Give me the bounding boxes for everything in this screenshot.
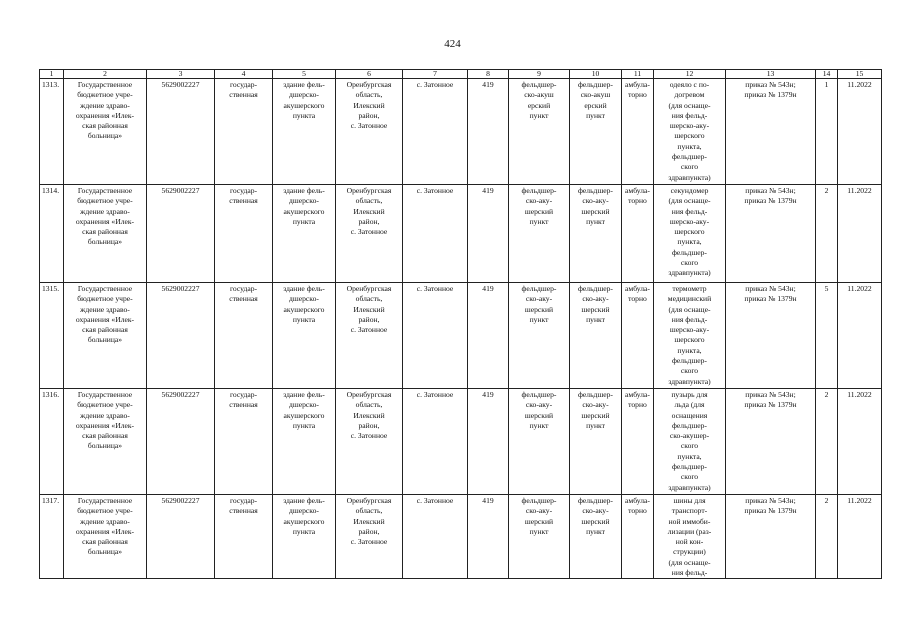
cell-line: фельдшер- xyxy=(578,186,613,195)
cell-line: бюджетное учре- xyxy=(77,506,133,516)
cell-line: ния фельд- xyxy=(671,110,708,120)
quantity-cell: 2 xyxy=(816,185,838,283)
cell-line: ждение здраво- xyxy=(80,410,130,420)
cell-line: государ- xyxy=(229,390,258,399)
cell-line: с. Затонное xyxy=(350,325,388,335)
cell-line: фельдшер- xyxy=(521,284,557,293)
cell-line: ско-аку- xyxy=(582,400,609,410)
building-cell xyxy=(273,283,336,389)
cell-line: приказ № 543н; xyxy=(745,80,796,89)
cell-line: приказ № 1379н xyxy=(744,294,797,304)
cell-line: ского xyxy=(680,258,699,268)
cell-line: район, xyxy=(358,526,380,536)
cell-line: Оренбургская xyxy=(346,80,392,89)
building-cell xyxy=(273,389,336,495)
inn-cell: 5629002227 xyxy=(147,283,215,389)
cell-line: одеяло с по- xyxy=(669,80,710,89)
cell-line: шерско-аку- xyxy=(669,121,710,131)
date-cell: 11.2022 xyxy=(838,185,882,283)
cell-line: ско-аку- xyxy=(582,506,609,516)
cell-line: государ- xyxy=(229,496,258,505)
locality-cell: с. Затонное xyxy=(403,79,468,185)
column-number: 2 xyxy=(64,70,147,79)
cell-line: здание фель- xyxy=(283,390,325,399)
cell-line: ной кон- xyxy=(675,537,704,547)
cell-line: Оренбургская xyxy=(346,284,392,293)
cell-line: шерский xyxy=(524,410,554,420)
cell-line: пункта, xyxy=(677,141,702,151)
registry-body xyxy=(40,79,882,579)
cell-line: ждение здраво- xyxy=(80,100,130,110)
address-cell xyxy=(336,79,403,185)
cell-line: фельдшер- xyxy=(672,152,707,162)
cell-line: торно xyxy=(628,294,647,304)
cell-line: с. Затонное xyxy=(350,431,388,441)
locality-cell: с. Затонное xyxy=(403,185,468,283)
cell-line: пузырь для xyxy=(671,390,708,399)
cell-line: район, xyxy=(358,314,380,324)
cell-line: транспорт- xyxy=(671,506,708,516)
address-cell xyxy=(336,495,403,579)
cell-line: ско-аку- xyxy=(525,196,553,206)
cell-line: ско-акуш xyxy=(524,90,554,100)
code-cell: 419 xyxy=(468,79,509,185)
cell-line: район, xyxy=(358,110,380,120)
organization-cell xyxy=(64,185,147,283)
cell-line: ского xyxy=(680,441,699,451)
cell-line: акушерского xyxy=(283,100,325,110)
row-number-cell: 1314. xyxy=(40,185,64,283)
care-mode-cell xyxy=(622,283,654,389)
column-number-row xyxy=(40,70,882,79)
cell-line: Илекский xyxy=(353,100,385,110)
cell-line: Государственное xyxy=(77,284,133,293)
cell-line: фельдшер- xyxy=(578,496,613,505)
cell-line: ждение здраво- xyxy=(80,304,130,314)
cell-line: (для оснаще- xyxy=(668,557,711,567)
facility-type-cell xyxy=(509,495,570,579)
cell-line: шерский xyxy=(524,304,554,314)
cell-line: Государственное xyxy=(77,80,133,89)
cell-line: фельдшер- xyxy=(672,356,707,366)
cell-line: с. Затонное xyxy=(350,121,388,131)
inn-cell: 5629002227 xyxy=(147,389,215,495)
cell-line: ско-аку- xyxy=(525,506,553,516)
cell-line: ско-акуш xyxy=(580,90,611,100)
cell-line: ская районная xyxy=(82,121,128,131)
cell-line: приказ № 1379н xyxy=(744,196,797,206)
table-row xyxy=(40,283,882,389)
locality-cell: с. Затонное xyxy=(403,389,468,495)
cell-line: ско-аку- xyxy=(525,294,553,304)
cell-line: фельдшер- xyxy=(672,247,707,257)
cell-line: Оренбургская xyxy=(346,390,392,399)
registry-table xyxy=(39,69,882,579)
facility-type-cell xyxy=(509,185,570,283)
care-mode-cell xyxy=(622,495,654,579)
cell-line: акушерского xyxy=(283,516,325,526)
cell-line: государ- xyxy=(229,186,258,195)
cell-line: ждение здраво- xyxy=(80,516,130,526)
cell-line: ния фельд- xyxy=(671,568,708,578)
cell-line: шерский xyxy=(581,304,610,314)
building-cell xyxy=(273,185,336,283)
cell-line: приказ № 543н; xyxy=(745,496,796,505)
cell-line: фельдшер- xyxy=(672,420,707,430)
cell-line: амбула- xyxy=(625,496,650,505)
cell-line: фельдшер- xyxy=(521,80,557,89)
care-mode-cell xyxy=(622,389,654,495)
ownership-cell xyxy=(215,389,273,495)
quantity-cell: 2 xyxy=(816,495,838,579)
quantity-cell: 5 xyxy=(816,283,838,389)
cell-line: фельдшер- xyxy=(578,284,613,293)
equipment-cell xyxy=(654,79,726,185)
cell-line: здание фель- xyxy=(283,284,325,293)
cell-line: государ- xyxy=(229,80,258,89)
cell-line: льда (для xyxy=(674,400,705,410)
cell-line: пункт xyxy=(529,420,549,430)
cell-line: акушерского xyxy=(283,206,325,216)
facility-subtype-cell xyxy=(570,79,622,185)
equipment-cell xyxy=(654,185,726,283)
row-number-cell: 1315. xyxy=(40,283,64,389)
column-number: 12 xyxy=(654,70,726,79)
date-cell: 11.2022 xyxy=(838,389,882,495)
cell-line: шерский xyxy=(581,516,610,526)
building-cell xyxy=(273,79,336,185)
cell-line: оснащения xyxy=(671,410,708,420)
cell-line: секундомер xyxy=(670,186,709,195)
cell-line: шерско-аку- xyxy=(669,325,710,335)
cell-line: приказ № 1379н xyxy=(744,400,797,410)
table-row xyxy=(40,495,882,579)
cell-line: ственная xyxy=(229,400,258,410)
address-cell xyxy=(336,185,403,283)
cell-line: амбула- xyxy=(625,80,650,89)
order-cell xyxy=(726,495,816,579)
cell-line: приказ № 543н; xyxy=(745,186,796,195)
cell-line: дшерско- xyxy=(289,90,319,100)
cell-line: термометр xyxy=(672,284,707,293)
organization-cell xyxy=(64,389,147,495)
organization-cell xyxy=(64,79,147,185)
cell-line: охранения «Илек- xyxy=(75,420,135,430)
equipment-cell xyxy=(654,283,726,389)
cell-line: шины для xyxy=(673,496,706,505)
organization-cell xyxy=(64,283,147,389)
cell-line: охранения «Илек- xyxy=(75,110,135,120)
cell-line: торно xyxy=(628,90,647,100)
facility-subtype-cell xyxy=(570,185,622,283)
cell-line: пункт xyxy=(529,110,549,120)
cell-line: область, xyxy=(355,400,383,410)
cell-line: пункт xyxy=(529,216,549,226)
cell-line: ско-акушер- xyxy=(669,431,710,441)
cell-line: шерский xyxy=(581,410,610,420)
cell-line: ственная xyxy=(229,294,258,304)
column-number: 4 xyxy=(215,70,273,79)
ownership-cell xyxy=(215,495,273,579)
cell-line: Государственное xyxy=(77,186,133,195)
code-cell: 419 xyxy=(468,495,509,579)
quantity-cell: 2 xyxy=(816,389,838,495)
cell-line: (для оснаще- xyxy=(668,196,711,206)
cell-line: ская районная xyxy=(82,431,128,441)
cell-line: (для оснаще- xyxy=(668,100,711,110)
cell-line: здравпункта) xyxy=(668,376,711,386)
building-cell xyxy=(273,495,336,579)
cell-line: ского xyxy=(680,162,699,172)
cell-line: фельдшер- xyxy=(521,390,557,399)
cell-line: Государственное xyxy=(77,496,133,505)
cell-line: больница» xyxy=(87,335,123,345)
inn-cell: 5629002227 xyxy=(147,185,215,283)
ownership-cell xyxy=(215,185,273,283)
cell-line: приказ № 543н; xyxy=(745,390,796,399)
cell-line: бюджетное учре- xyxy=(77,196,133,206)
page-number: 424 xyxy=(444,38,461,50)
cell-line: акушерского xyxy=(283,304,325,314)
cell-line: догревом xyxy=(674,90,705,100)
cell-line: шерского xyxy=(674,335,705,345)
column-number: 11 xyxy=(622,70,654,79)
cell-line: ская районная xyxy=(82,325,128,335)
cell-line: охранения «Илек- xyxy=(75,216,135,226)
cell-line: пункт xyxy=(586,216,605,226)
cell-line: здравпункта) xyxy=(668,172,711,182)
row-number-cell: 1316. xyxy=(40,389,64,495)
cell-line: здравпункта) xyxy=(668,268,711,278)
date-cell: 11.2022 xyxy=(838,79,882,185)
cell-line: район, xyxy=(358,420,380,430)
cell-line: область, xyxy=(355,196,383,206)
cell-line: Оренбургская xyxy=(346,496,392,505)
cell-line: больница» xyxy=(87,547,123,557)
column-number: 9 xyxy=(509,70,570,79)
cell-line: дшерско- xyxy=(289,400,319,410)
cell-line: шерского xyxy=(674,227,705,237)
code-cell: 419 xyxy=(468,389,509,495)
cell-line: больница» xyxy=(87,131,123,141)
cell-line: ерский xyxy=(584,100,607,110)
facility-type-cell xyxy=(509,389,570,495)
order-cell xyxy=(726,79,816,185)
cell-line: фельдшер- xyxy=(521,186,557,195)
cell-line: с. Затонное xyxy=(350,537,388,547)
cell-line: пункт xyxy=(529,314,549,324)
inn-cell: 5629002227 xyxy=(147,79,215,185)
cell-line: пункта xyxy=(292,110,316,120)
cell-line: шерского xyxy=(674,131,705,141)
cell-line: пункт xyxy=(586,420,605,430)
organization-cell xyxy=(64,495,147,579)
cell-line: ственная xyxy=(229,90,258,100)
cell-line: торно xyxy=(628,506,647,516)
cell-line: бюджетное учре- xyxy=(77,400,133,410)
cell-line: Илекский xyxy=(353,206,385,216)
cell-line: ственная xyxy=(229,196,258,206)
cell-line: шерско-аку- xyxy=(669,216,710,226)
cell-line: фельдшер- xyxy=(672,462,707,472)
cell-line: акушерского xyxy=(283,410,325,420)
cell-line: область, xyxy=(355,506,383,516)
cell-line: Оренбургская xyxy=(346,186,392,195)
column-number: 14 xyxy=(816,70,838,79)
cell-line: ственная xyxy=(229,506,258,516)
cell-line: пункта xyxy=(292,526,316,536)
facility-subtype-cell xyxy=(570,283,622,389)
locality-cell: с. Затонное xyxy=(403,283,468,389)
table-row xyxy=(40,389,882,495)
cell-line: Государственное xyxy=(77,390,133,399)
cell-line: пункта xyxy=(292,216,316,226)
cell-line: больница» xyxy=(87,441,123,451)
cell-line: Илекский xyxy=(353,516,385,526)
column-number: 10 xyxy=(570,70,622,79)
cell-line: пункта, xyxy=(677,451,702,461)
cell-line: область, xyxy=(355,294,383,304)
cell-line: область, xyxy=(355,90,383,100)
cell-line: ского xyxy=(680,366,699,376)
date-cell: 11.2022 xyxy=(838,495,882,579)
cell-line: приказ № 1379н xyxy=(744,506,797,516)
cell-line: ной иммоби- xyxy=(668,516,711,526)
cell-line: медицинский xyxy=(667,294,712,304)
locality-cell: с. Затонное xyxy=(403,495,468,579)
ownership-cell xyxy=(215,283,273,389)
address-cell xyxy=(336,283,403,389)
ownership-cell xyxy=(215,79,273,185)
cell-line: здание фель- xyxy=(283,80,325,89)
cell-line: торно xyxy=(628,196,647,206)
cell-line: ско-аку- xyxy=(582,196,609,206)
cell-line: ждение здраво- xyxy=(80,206,130,216)
cell-line: пункта xyxy=(292,420,316,430)
column-number: 7 xyxy=(403,70,468,79)
cell-line: Илекский xyxy=(353,410,385,420)
column-number: 15 xyxy=(838,70,882,79)
equipment-cell xyxy=(654,495,726,579)
cell-line: ская районная xyxy=(82,227,128,237)
care-mode-cell xyxy=(622,185,654,283)
column-number: 13 xyxy=(726,70,816,79)
cell-line: район, xyxy=(358,216,380,226)
cell-line: пункта xyxy=(292,314,316,324)
column-number: 5 xyxy=(273,70,336,79)
column-number: 3 xyxy=(147,70,215,79)
cell-line: пункт xyxy=(586,110,605,120)
cell-line: бюджетное учре- xyxy=(77,90,133,100)
cell-line: лизации (раз- xyxy=(667,526,712,536)
cell-line: шерский xyxy=(581,206,610,216)
cell-line: амбула- xyxy=(625,186,650,195)
cell-line: (для оснаще- xyxy=(668,304,711,314)
column-number: 6 xyxy=(336,70,403,79)
quantity-cell: 1 xyxy=(816,79,838,185)
cell-line: с. Затонное xyxy=(350,227,388,237)
order-cell xyxy=(726,389,816,495)
cell-line: больница» xyxy=(87,237,123,247)
cell-line: дшерско- xyxy=(289,294,319,304)
cell-line: шерский xyxy=(524,516,554,526)
row-number-cell: 1313. xyxy=(40,79,64,185)
column-number: 1 xyxy=(40,70,64,79)
cell-line: государ- xyxy=(229,284,258,293)
cell-line: амбула- xyxy=(625,284,650,293)
cell-line: шерский xyxy=(524,206,554,216)
cell-line: охранения «Илек- xyxy=(75,526,135,536)
table-row xyxy=(40,79,882,185)
order-cell xyxy=(726,185,816,283)
cell-line: здравпункта) xyxy=(668,482,711,492)
cell-line: пункт xyxy=(529,526,549,536)
cell-line: амбула- xyxy=(625,390,650,399)
order-cell xyxy=(726,283,816,389)
equipment-cell xyxy=(654,389,726,495)
cell-line: здание фель- xyxy=(283,186,325,195)
table-row xyxy=(40,185,882,283)
care-mode-cell xyxy=(622,79,654,185)
address-cell xyxy=(336,389,403,495)
column-number: 8 xyxy=(468,70,509,79)
row-number-cell: 1317. xyxy=(40,495,64,579)
facility-subtype-cell xyxy=(570,495,622,579)
cell-line: дшерско- xyxy=(289,196,319,206)
cell-line: фельдшер- xyxy=(578,80,613,89)
cell-line: струкции) xyxy=(673,547,706,557)
cell-line: пункт xyxy=(586,526,605,536)
cell-line: Илекский xyxy=(353,304,385,314)
cell-line: фельдшер- xyxy=(578,390,613,399)
facility-type-cell xyxy=(509,79,570,185)
facility-type-cell xyxy=(509,283,570,389)
cell-line: дшерско- xyxy=(289,506,319,516)
cell-line: пункта, xyxy=(677,345,702,355)
cell-line: ния фельд- xyxy=(671,206,708,216)
cell-line: бюджетное учре- xyxy=(77,294,133,304)
cell-line: пункта, xyxy=(677,237,702,247)
code-cell: 419 xyxy=(468,185,509,283)
code-cell: 419 xyxy=(468,283,509,389)
cell-line: ская районная xyxy=(82,537,128,547)
cell-line: ского xyxy=(680,472,699,482)
cell-line: торно xyxy=(628,400,647,410)
inn-cell: 5629002227 xyxy=(147,495,215,579)
facility-subtype-cell xyxy=(570,389,622,495)
date-cell: 11.2022 xyxy=(838,283,882,389)
cell-line: ско-аку- xyxy=(525,400,553,410)
cell-line: приказ № 543н; xyxy=(745,284,796,293)
cell-line: здание фель- xyxy=(283,496,325,505)
cell-line: охранения «Илек- xyxy=(75,314,135,324)
cell-line: фельдшер- xyxy=(521,496,557,505)
cell-line: ерский xyxy=(527,100,551,110)
cell-line: ско-аку- xyxy=(582,294,609,304)
cell-line: пункт xyxy=(586,314,605,324)
cell-line: приказ № 1379н xyxy=(744,90,797,100)
cell-line: ния фельд- xyxy=(671,314,708,324)
